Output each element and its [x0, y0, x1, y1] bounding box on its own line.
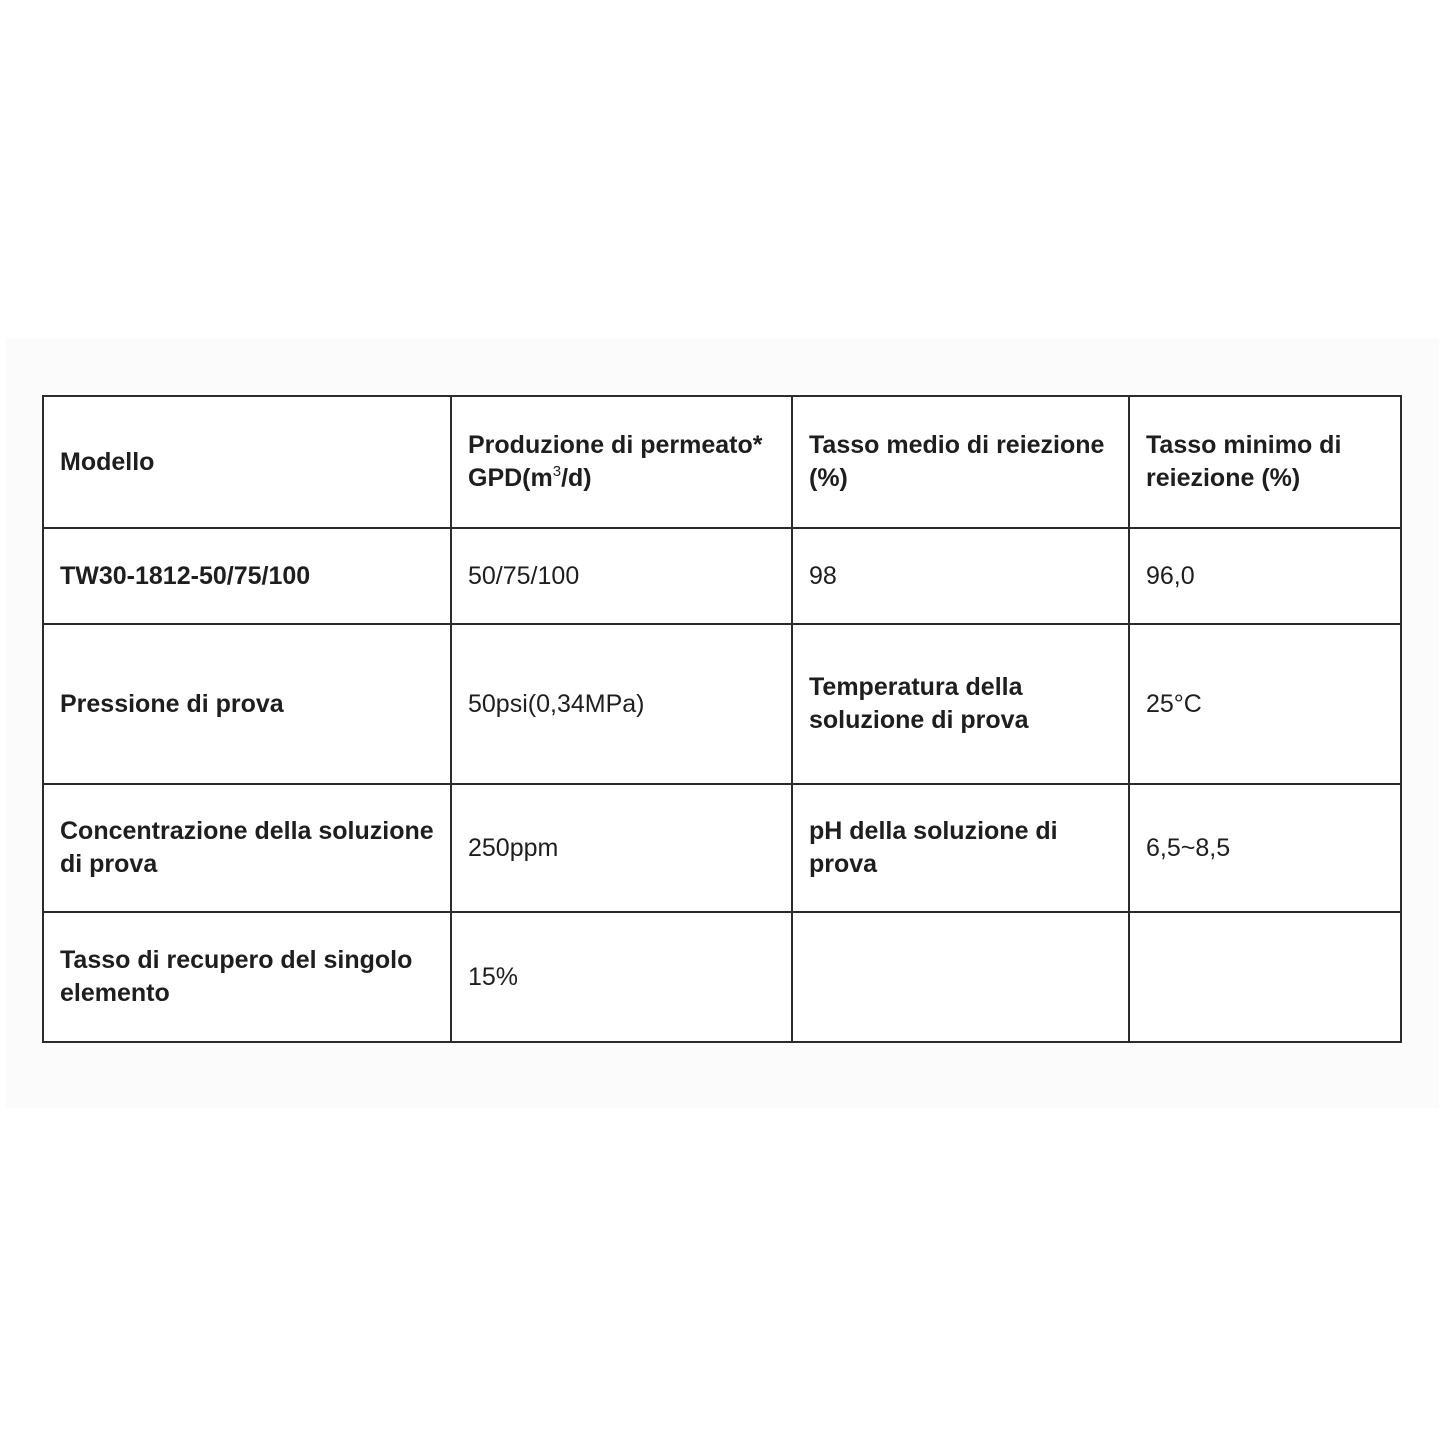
recovery-rate-value-cell: 15%	[451, 912, 792, 1042]
test-temperature-value-cell: 25°C	[1129, 624, 1401, 784]
header-permeate-unit-suffix: /d)	[561, 464, 592, 492]
test-concentration-label-cell: Concentrazione della soluzione di prova	[43, 784, 451, 912]
average-rejection-value-cell: 98	[792, 528, 1129, 624]
test-concentration-value-cell: 250ppm	[451, 784, 792, 912]
empty-cell	[792, 912, 1129, 1042]
header-model-cell: Modello	[43, 396, 451, 528]
table-row	[43, 784, 1401, 912]
permeate-production-value-cell: 50/75/100	[451, 528, 792, 624]
header-permeate-superscript: 3	[552, 463, 562, 480]
test-ph-value-cell: 6,5~8,5	[1129, 784, 1401, 912]
model-value-cell: TW30-1812-50/75/100	[43, 528, 451, 624]
test-temperature-label-cell: Temperatura della soluzione di prova	[792, 624, 1129, 784]
header-permeate-text: Produzione di permeato* GPD(m	[468, 431, 763, 492]
test-pressure-value-cell: 50psi(0,34MPa)	[451, 624, 792, 784]
test-ph-label-cell: pH della soluzione di prova	[792, 784, 1129, 912]
minimum-rejection-value-cell: 96,0	[1129, 528, 1401, 624]
empty-cell	[1129, 912, 1401, 1042]
recovery-rate-label-cell: Tasso di recupero del singolo elemento	[43, 912, 451, 1042]
test-pressure-label-cell: Pressione di prova	[43, 624, 451, 784]
table-row	[43, 912, 1401, 1042]
table-row	[43, 624, 1401, 784]
header-permeate-production-cell	[451, 396, 792, 528]
header-minimum-rejection-cell: Tasso minimo di reiezione (%)	[1129, 396, 1401, 528]
table-row	[43, 528, 1401, 624]
specification-table	[42, 395, 1402, 1043]
header-average-rejection-cell: Tasso medio di reiezione (%)	[792, 396, 1129, 528]
table-header-row	[43, 396, 1401, 528]
